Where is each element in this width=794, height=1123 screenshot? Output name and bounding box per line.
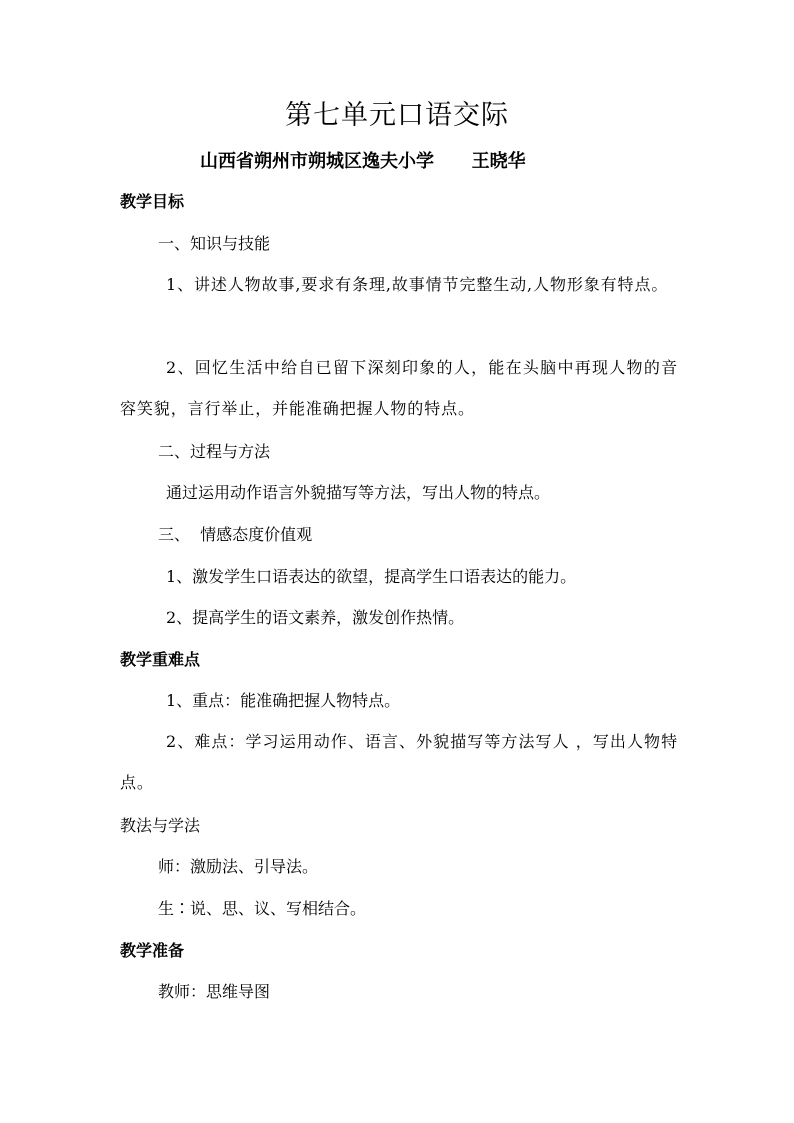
subheading-process-method: 二、过程与方法 (158, 442, 271, 461)
subheading-attitude-values: 三、 情感态度价值观 (158, 525, 313, 544)
section-heading-preparation: 教学准备 (120, 941, 185, 960)
section-heading-key-points: 教学重难点 (120, 650, 201, 669)
method-student: 生∶说、思、议、写相结合。 (158, 899, 367, 918)
document-title: 第七单元口语交际 (285, 100, 509, 131)
method-teacher: 师：激励法、引导法。 (158, 857, 319, 876)
attitude-item-1: 1、激发学生口语表达的欲望，提高学生口语表达的能力。 (166, 567, 577, 586)
author-line: 山西省朔州市朔城区逸夫小学 王晓华 (200, 151, 526, 172)
preparation-teacher: 教师：思维导图 (158, 982, 271, 1001)
section-heading-goals: 教学目标 (120, 192, 185, 211)
key-point-2: 2、难点：学习运用动作、语言、外貌描写等方法写人 ，写出人物特点。 (120, 732, 678, 792)
section-heading-methods: 教法与学法 (120, 816, 201, 835)
attitude-item-2: 2、提高学生的语文素养，激发创作热情。 (166, 608, 465, 627)
goal-item-1: 1、讲述人物故事,要求有条理,故事情节完整生动,人物形象有特点。 (166, 275, 669, 294)
goal-item-2: 2、回忆生活中给自已留下深刻印象的人，能在头脑中再现人物的音容笑貌，言行举止，并能准确把握人物的特点。 (120, 358, 678, 418)
subheading-knowledge-skills: 一、知识与技能 (158, 234, 271, 253)
key-point-1: 1、重点：能准确把握人物特点。 (166, 691, 401, 710)
process-method-text: 通过运用动作语言外貌描写等方法，写出人物的特点。 (166, 483, 551, 502)
